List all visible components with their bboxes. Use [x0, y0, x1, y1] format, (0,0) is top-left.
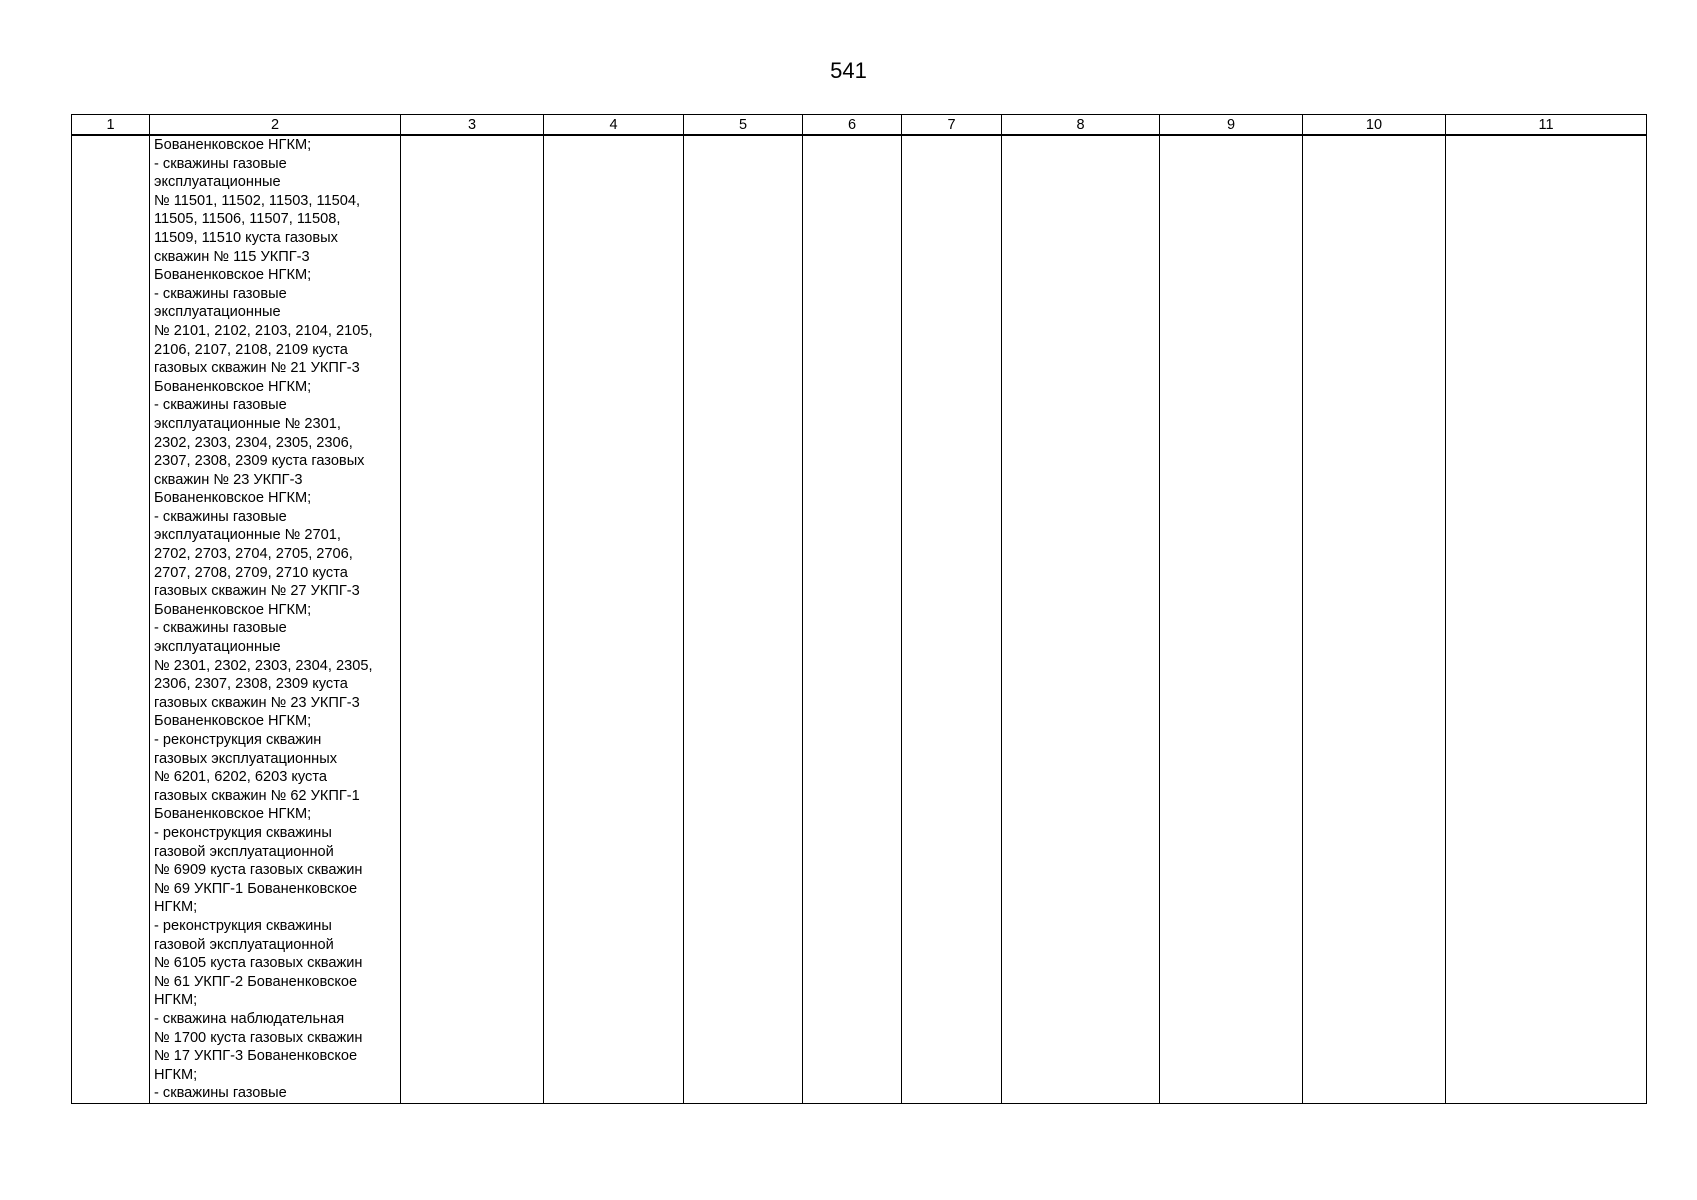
cell-text-line: Бованенковское НГКМ;	[154, 137, 312, 153]
cell-text-line: газовых эксплуатационных	[154, 750, 337, 767]
cell-text-line: 11505, 11506, 11507, 11508,	[154, 211, 341, 228]
cell-text-line: газовых скважин № 21 УКПГ-3	[154, 360, 360, 377]
cell-col-5	[684, 135, 803, 1103]
cell-text-line: эксплуатационные	[154, 174, 281, 191]
column-header-8: 8	[1002, 115, 1160, 136]
header-row	[72, 115, 1647, 136]
cell-text-line: Бованенковское НГКМ;	[154, 806, 312, 823]
cell-text-line: № 1700 куста газовых скважин	[154, 1029, 363, 1046]
cell-col-10	[1303, 135, 1446, 1103]
column-header-11: 11	[1446, 115, 1647, 136]
cell-text-line: - скважины газовые	[154, 620, 287, 637]
cell-text-line: газовых скважин № 62 УКПГ-1	[154, 787, 360, 804]
cell-text-line: - скважины газовые	[154, 397, 287, 414]
cell-text-line: № 69 УКПГ-1 Бованенковское	[154, 880, 358, 897]
column-header-1: 1	[72, 115, 150, 136]
cell-col-4	[544, 135, 684, 1103]
cell-text-line: газовых скважин № 23 УКПГ-3	[154, 694, 360, 711]
cell-col-2-text	[150, 136, 400, 1103]
cell-text-line: - скважины газовые	[154, 1085, 287, 1102]
cell-col-1	[72, 135, 150, 1103]
cell-text-line: Бованенковское НГКМ;	[154, 713, 312, 730]
cell-text-line: 2306, 2307, 2308, 2309 куста	[154, 676, 348, 693]
cell-text-line: 2307, 2308, 2309 куста газовых	[154, 453, 365, 470]
cell-text-line: Бованенковское НГКМ;	[154, 601, 312, 618]
cell-col-11	[1446, 135, 1647, 1103]
cell-text-line: газовой эксплуатационной	[154, 936, 334, 953]
cell-text-line: эксплуатационные № 2701,	[154, 527, 341, 544]
cell-text-line: - скважины газовые	[154, 285, 287, 302]
cell-col-8	[1002, 135, 1160, 1103]
cell-text-line: Бованенковское НГКМ;	[154, 267, 312, 284]
cell-text-line: НГКМ;	[154, 899, 198, 916]
cell-text-line: № 6105 куста газовых скважин	[154, 955, 363, 972]
cell-text-line: № 6201, 6202, 6203 куста	[154, 769, 327, 786]
cell-text-line: Бованенковское НГКМ;	[154, 490, 312, 507]
cell-text-line: № 2101, 2102, 2103, 2104, 2105,	[154, 322, 373, 339]
cell-text-line: скважин № 115 УКПГ-3	[154, 248, 310, 265]
cell-text-line: 11509, 11510 куста газовых	[154, 229, 338, 246]
cell-text-line: скважин № 23 УКПГ-3	[154, 471, 303, 488]
cell-text-line: эксплуатационные № 2301,	[154, 415, 341, 432]
table-row	[72, 135, 1647, 1103]
cell-text-line: НГКМ;	[154, 992, 198, 1009]
column-header-3: 3	[401, 115, 544, 136]
cell-text-line: эксплуатационные	[154, 304, 281, 321]
column-header-4: 4	[544, 115, 684, 136]
cell-text-line: 2106, 2107, 2108, 2109 куста	[154, 341, 348, 358]
cell-col-6	[803, 135, 902, 1103]
column-header-6: 6	[803, 115, 902, 136]
cell-text-line: № 11501, 11502, 11503, 11504,	[154, 192, 361, 209]
cell-text-line: № 2301, 2302, 2303, 2304, 2305,	[154, 657, 373, 674]
cell-text-line: газовых скважин № 27 УКПГ-3	[154, 583, 360, 600]
cell-text-line: 2707, 2708, 2709, 2710 куста	[154, 564, 348, 581]
cell-col-7	[902, 135, 1002, 1103]
cell-text-line: - скважина наблюдательная	[154, 1010, 345, 1027]
column-header-7: 7	[902, 115, 1002, 136]
cell-text-line: № 61 УКПГ-2 Бованенковское	[154, 973, 358, 990]
cell-text-line: 2702, 2703, 2704, 2705, 2706,	[154, 546, 353, 563]
cell-text-line: - реконструкция скважин	[154, 732, 322, 748]
cell-text-line: газовой эксплуатационной	[154, 843, 334, 860]
cell-text-line: - скважины газовые	[154, 508, 287, 525]
cell-text-line: 2302, 2303, 2304, 2305, 2306,	[154, 434, 353, 451]
cell-text-line: НГКМ;	[154, 1066, 198, 1083]
cell-col-2	[150, 135, 401, 1103]
cell-text-line: Бованенковское НГКМ;	[154, 378, 312, 395]
cell-text-line: - скважины газовые	[154, 155, 287, 172]
column-header-5: 5	[684, 115, 803, 136]
cell-text-line: № 17 УКПГ-3 Бованенковское	[154, 1048, 358, 1065]
data-table	[71, 114, 1647, 1104]
cell-col-9	[1160, 135, 1303, 1103]
cell-col-3	[401, 135, 544, 1103]
cell-text-line: № 6909 куста газовых скважин	[154, 862, 363, 879]
page-number: 541	[830, 58, 867, 83]
cell-text-line: - реконструкция скважины	[154, 824, 332, 841]
column-header-2: 2	[150, 115, 401, 136]
cell-text-line: - реконструкция скважины	[154, 917, 332, 934]
column-header-9: 9	[1160, 115, 1303, 136]
column-header-10: 10	[1303, 115, 1446, 136]
cell-text-line: эксплуатационные	[154, 639, 281, 656]
